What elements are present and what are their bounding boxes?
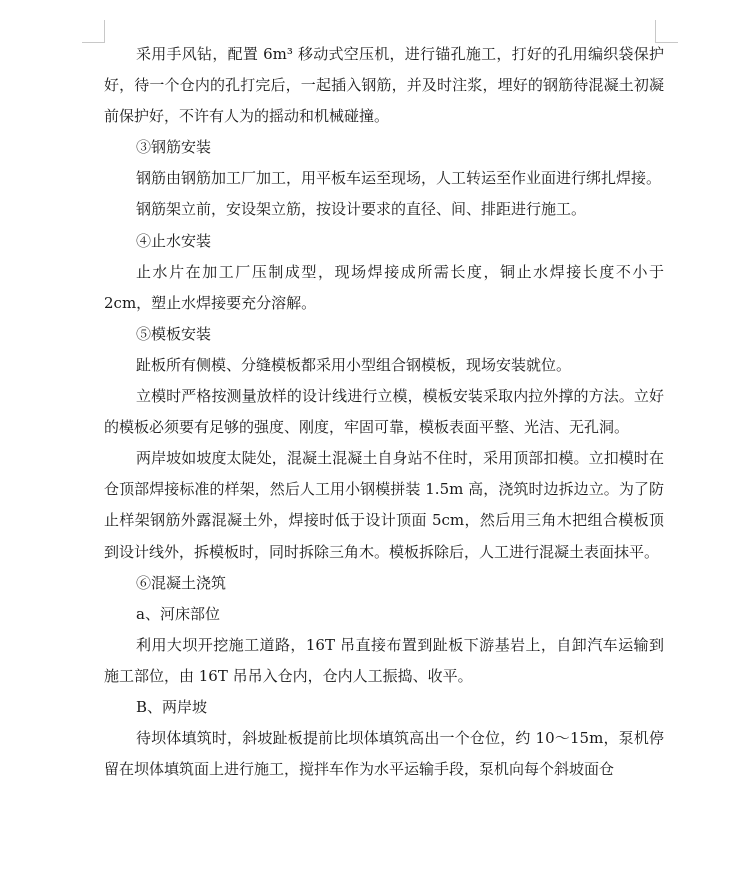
heading-concrete-pouring: ⑥混凝土浇筑 — [136, 573, 227, 592]
subheading-riverbed: a、河床部位 — [136, 604, 220, 623]
document-body — [104, 39, 664, 785]
heading-formwork-installation: ⑤模板安装 — [136, 324, 212, 343]
subheading-banks: B、两岸坡 — [136, 697, 208, 716]
paragraph-waterstop: 止水片在加工厂压制成型，现场焊接成所需长度，铜止水焊接长度不小于 2cm，塑止水焊接要充分溶解。 — [104, 262, 664, 312]
paragraph-formwork-type: 趾板所有侧模、分缝模板都采用小型组合钢模板，现场安装就位。 — [136, 355, 572, 374]
heading-rebar-installation: ③钢筋安装 — [136, 138, 212, 157]
paragraph-banks-method: 待坝体填筑时，斜坡趾板提前比坝体填筑高出一个仓位，约 10～15m，泵机停留在坝体填筑面上进行施工，搅拌车作为水平运输手段，泵机向每个斜坡面仓 — [104, 729, 664, 779]
paragraph-formwork-setup: 立模时严格按测量放样的设计线进行立模，模板安装采取内拉外撑的方法。立好的模板必须要有足够的强度、刚度，牢固可靠，模板表面平整、光洁、无孔洞。 — [104, 387, 664, 437]
paragraph-anchor-drilling: 采用手风钻，配置 6m³ 移动式空压机，进行锚孔施工，打好的孔用编织袋保护好，待一个仓内的孔打完后，一起插入钢筋，并及时注浆，埋好的钢筋待混凝土初凝前保护好，不许有人为的摇动和机械碰撞。 — [104, 45, 664, 126]
paragraph-rebar-erection: 钢筋架立前，安设架立筋，按设计要求的直径、间、排距进行施工。 — [136, 200, 587, 219]
paragraph-rebar-transport: 钢筋由钢筋加工厂加工，用平板车运至现场，人工转运至作业面进行绑扎焊接。 — [136, 169, 662, 188]
heading-waterstop-installation: ④止水安装 — [136, 231, 212, 250]
paragraph-slope-formwork: 两岸坡如坡度太陡处，混凝土混凝土自身站不住时，采用顶部扣模。立扣模时在仓顶部焊接标准的样架，然后人工用小钢模拼装 1.5m 高，浇筑时边拆边立。为了防止样架钢筋外露混凝土外，焊接时低于设计顶面 5cm，然后用三角木把组合模板顶到设计线外，拆模板时，同时拆除三角木。模板拆除后，人工进行混凝土表面抹平。 — [104, 449, 664, 561]
paragraph-riverbed-method: 利用大坝开挖施工道路，16T 吊直接布置到趾板下游基岩上，自卸汽车运输到施工部位，由 16T 吊吊入仓内，仓内人工振捣、收平。 — [104, 635, 664, 685]
page-corner-mark-top-left — [82, 20, 105, 43]
